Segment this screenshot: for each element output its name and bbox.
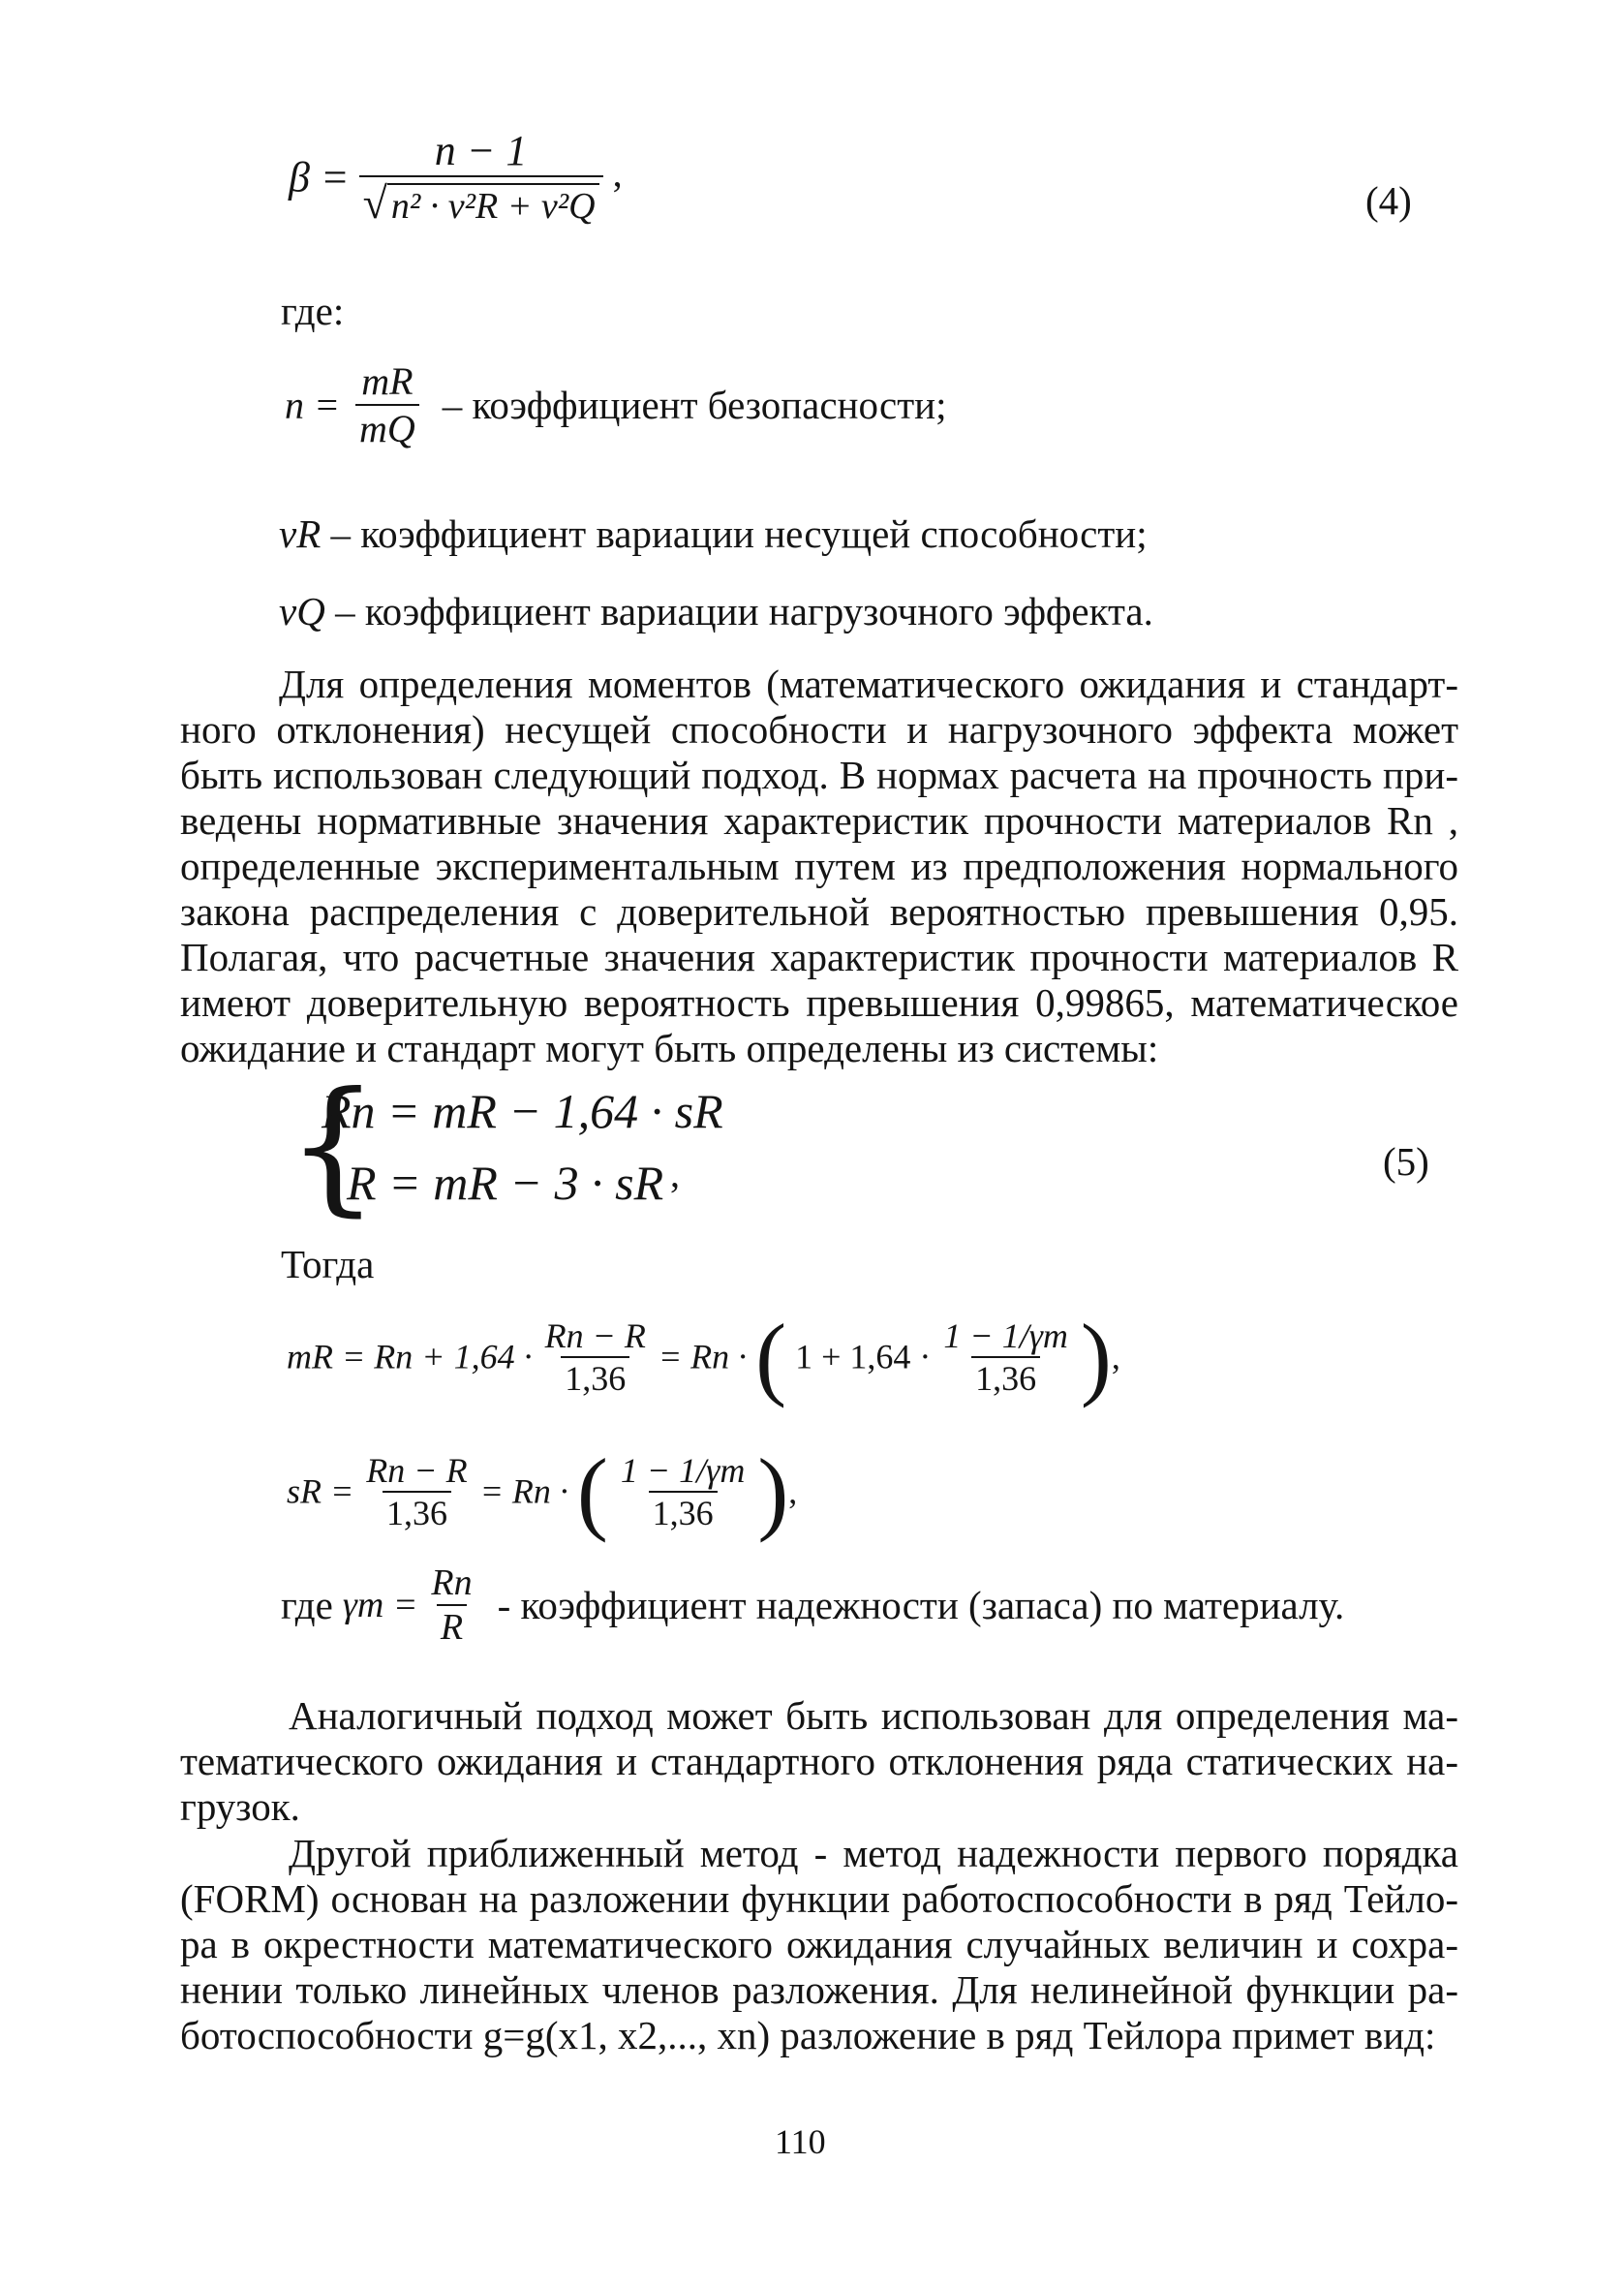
- paragraph-1-line: ожидание и стандарт могут быть определены из системы:: [180, 1026, 1159, 1070]
- paragraph-3-line: (FORM) основан на разложении функции работоспособности в ряд Тейло-: [180, 1876, 1458, 1921]
- sR-fraction-1: [362, 1450, 471, 1533]
- mR-frac1-num: Rn − R: [544, 1315, 646, 1355]
- sR-close-paren: ): [757, 1439, 789, 1543]
- system-5-line-2: R = mR − 3 · sR: [347, 1156, 664, 1210]
- mR-frac2-num: 1 − 1/γm: [943, 1315, 1068, 1355]
- sR-mid: = Rn ·: [479, 1471, 568, 1511]
- vR-symbol: νR: [279, 511, 322, 556]
- gamma-den: R: [437, 1604, 467, 1649]
- paragraph-1-line: быть использован следующий подход. В нормах расчета на прочность при-: [180, 753, 1458, 797]
- sR-tail: ,: [788, 1471, 798, 1511]
- paragraph-3-line: ра в окрестности математического ожидания случайных величин и сохра-: [180, 1922, 1458, 1966]
- paragraph-1-line: закона распределения с доверительной вероятностью превышения 0,95.: [180, 889, 1458, 934]
- sR-frac2-den: 1,36: [649, 1491, 718, 1533]
- paragraph-1: [180, 662, 1458, 1071]
- gamma-num: Rn: [431, 1562, 473, 1603]
- vR-definition: [279, 511, 1148, 557]
- gamma-lead: где: [281, 1583, 333, 1627]
- paragraph-2: [180, 1693, 1458, 1830]
- formula-4-numerator: n − 1: [434, 127, 528, 174]
- sR-open-paren: (: [576, 1439, 608, 1543]
- paragraph-2-line: Аналогичный подход может быть использован для определения ма-: [289, 1693, 1458, 1738]
- system-5-line-1: Rn = mR − 1,64 · sR: [322, 1084, 723, 1138]
- formula-4-sqrt-content: n² · v²R + v²Q: [387, 183, 599, 228]
- formula-4-fraction: [359, 126, 603, 229]
- sR-frac1-den: 1,36: [383, 1491, 451, 1533]
- paragraph-1-line: имеют доверительную вероятность превышения 0,99865, математическое: [180, 980, 1458, 1025]
- gamma-text: - коэффициент надежности (запаса) по материалу.: [497, 1583, 1345, 1627]
- mR-lhs: mR = Rn + 1,64 ·: [287, 1337, 533, 1376]
- paragraph-3: [180, 1831, 1458, 2058]
- sR-fraction-2: [617, 1450, 749, 1533]
- sR-frac2-num: 1 − 1/γm: [620, 1450, 746, 1490]
- gamma-fraction: [427, 1561, 475, 1649]
- formula-4-denominator: √ n² · v²R + v²Q: [359, 175, 603, 229]
- vQ-text: – коэффициент вариации нагрузочного эффекта.: [335, 589, 1153, 634]
- mR-paren-lead: 1 + 1,64 ·: [795, 1337, 932, 1376]
- formula-4: [289, 126, 623, 229]
- sR-equation: [287, 1438, 797, 1545]
- paragraph-3-line: ботоспособности g=g(x1, x2,..., xn) разложение в ряд Тейлора примет вид:: [180, 2013, 1436, 2057]
- vR-text: – коэффициент вариации несущей способности;: [330, 511, 1148, 556]
- page-number: 110: [775, 2122, 826, 2161]
- paragraph-1-line: ведены нормативные значения характеристик прочности материалов Rn ,: [180, 798, 1458, 843]
- n-def-denominator: mQ: [355, 404, 419, 451]
- mR-frac2-den: 1,36: [971, 1356, 1040, 1399]
- mR-mid: = Rn ·: [658, 1337, 748, 1376]
- vQ-definition: [279, 589, 1153, 634]
- paragraph-1-line: ного отклонения) несущей способности и нагрузочного эффекта может: [180, 707, 1458, 752]
- system-5-tail: ,: [670, 1152, 680, 1195]
- then-label: Тогда: [281, 1242, 375, 1286]
- n-def-numerator: mR: [361, 359, 414, 403]
- gamma-definition: [281, 1561, 1344, 1649]
- paragraph-1-line: определенные экспериментальным путем из предположения нормального: [180, 844, 1458, 888]
- n-def-lhs: n =: [285, 383, 340, 427]
- mR-close-paren: ): [1080, 1305, 1112, 1408]
- formula-4-tail: ,: [612, 151, 623, 196]
- system-brace: {: [287, 1062, 380, 1230]
- formula-4-lhs: β =: [289, 153, 350, 201]
- n-def-text: – коэффициент безопасности;: [442, 383, 947, 427]
- paragraph-3-line: нении только линейных членов разложения. Для нелинейной функции ра-: [180, 1967, 1458, 2012]
- paragraph-1-line: Для определения моментов (математического ожидания и стандарт-: [279, 662, 1458, 706]
- mR-equation: [287, 1303, 1120, 1410]
- n-definition: [285, 358, 946, 451]
- mR-tail: ,: [1111, 1337, 1120, 1376]
- mR-fraction-2: [939, 1315, 1071, 1399]
- sR-frac1-num: Rn − R: [366, 1450, 468, 1490]
- paragraph-2-line: тематического ожидания и стандартного отклонения ряда статических на-: [180, 1739, 1458, 1783]
- equation-number-5: (5): [1383, 1139, 1429, 1184]
- where-label: где:: [281, 289, 345, 333]
- vQ-symbol: νQ: [279, 589, 325, 634]
- mR-open-paren: (: [755, 1305, 787, 1408]
- equation-number-4: (4): [1365, 178, 1412, 223]
- paragraph-3-line: Другой приближенный метод - метод надежности первого порядка: [289, 1831, 1458, 1875]
- gamma-lhs: γm =: [342, 1585, 418, 1625]
- mR-fraction-1: [541, 1315, 650, 1399]
- mR-frac1-den: 1,36: [561, 1356, 629, 1399]
- paragraph-1-line: Полагая, что расчетные значения характеристик прочности материалов R: [180, 935, 1458, 979]
- sR-lhs: sR =: [287, 1471, 354, 1511]
- paragraph-2-line: грузок.: [180, 1784, 300, 1829]
- n-def-fraction: [355, 358, 419, 451]
